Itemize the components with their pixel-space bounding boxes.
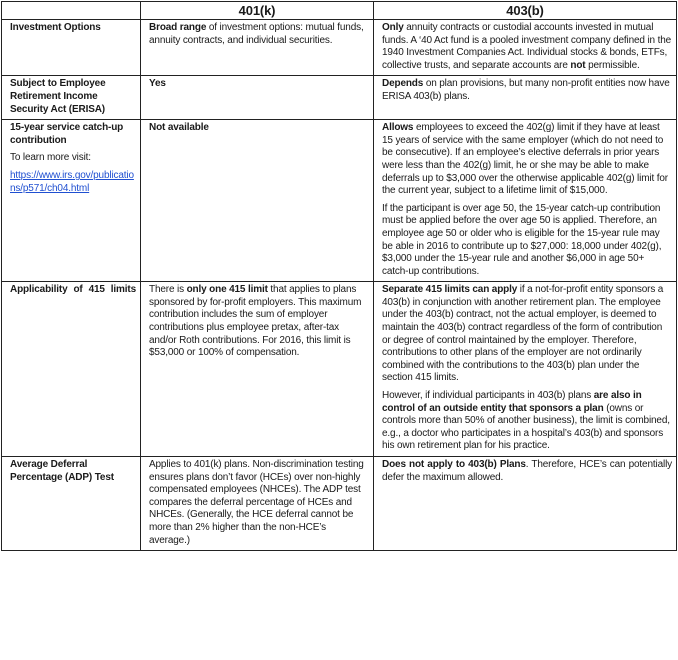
text-run: Applies to 401(k) plans. Non-discrimination testing ensures plans don’t favor (HCEs) over non-highly compensated employees (NHCEs). The ADP test compares the deferral percentage of HCEs and NHCEs. (Generally, the HCE deferral cannot be more than 2% higher than the non-HCE’s average.) [149, 459, 364, 546]
row-label-text: Investment Options [10, 22, 101, 33]
link-paragraph [10, 170, 136, 195]
bold-text: only one 415 limit [186, 284, 268, 296]
table-row [2, 76, 677, 120]
header-empty [2, 2, 141, 20]
cell-401k [141, 457, 374, 551]
header-403b: 403(b) [374, 2, 677, 20]
bold-text: Broad range [149, 22, 207, 33]
bold-text: Yes [149, 78, 166, 90]
paragraph [149, 122, 369, 135]
row-label [2, 76, 141, 120]
cell-403b [374, 76, 677, 120]
paragraph [382, 203, 672, 279]
cell-401k [141, 20, 374, 76]
row-label-text: Applicability of 415 limits [10, 284, 136, 296]
header-401k: 401(k) [141, 2, 374, 20]
text-run: . Therefore, HCE’s can potentially defer the maximum allowed. [382, 459, 672, 483]
cell-401k [141, 282, 374, 457]
paragraph [149, 22, 369, 47]
text-run: on plan provisions, but many non-profit entities now have ERISA 403(b) plans. [382, 78, 670, 102]
text-run: of investment options: mutual funds, annuity contracts, and individual securities. [149, 22, 364, 46]
row-label [2, 457, 141, 551]
comparison-table [1, 1, 677, 551]
bold-text: Does not apply to 403(b) Plans [382, 459, 526, 470]
bold-text: Only [382, 22, 404, 33]
bold-text: Not available [149, 122, 209, 134]
learn-more-text: To learn more visit: [10, 152, 91, 164]
paragraph [382, 390, 672, 453]
cell-401k [141, 120, 374, 282]
text-run: permissible. [585, 59, 640, 71]
row-label-text: Average Deferral Percentage (ADP) Test [10, 459, 114, 483]
table-row [2, 20, 677, 76]
text-run: that applies to plans sponsored by for-profit employers. This maximum contribution includes the sum of employer contributions plus employee pretax, after-tax and/or Roth contributions. For 2016, this limit is $53,000 or 100% of compensation. [149, 284, 362, 359]
text-run: (owns or controls more than 50% of another business), the limit is combined, e.g., a doctor who participates in a hospital’s 403(b) and sponsors his own retirement plan for his practice. [382, 402, 670, 452]
paragraph [382, 122, 672, 198]
paragraph [382, 284, 672, 385]
bold-text: not [570, 59, 586, 71]
row-label [2, 282, 141, 457]
paragraph [382, 459, 672, 484]
row-label-text: 15-year service catch-up contribution [10, 122, 124, 146]
text-run: annuity contracts or custodial accounts invested in mutual funds. A ‘40 Act fund is a pooled investment company defined in the 1940 Investment Companies Act. Individual stocks & bonds, ETFs, collective trusts, and separate accounts are [382, 22, 672, 71]
paragraph [149, 78, 369, 91]
paragraph [149, 284, 369, 360]
row-label [2, 20, 141, 76]
text-run: If the participant is over age 50, the 15-year catch-up contribution must be applied before the over age 50 is applied. Therefore, an employee age 50 or older who is eligible for the 15-year rule may be able in 2016 to contribute up to $27,000: 18,000 under 402(g), $3,000 under the 15-year rule and another $6,000 in age 50+ catch-up contributions. [382, 202, 662, 277]
cell-401k [141, 76, 374, 120]
cell-403b [374, 282, 677, 457]
paragraph [382, 22, 672, 72]
text-run: if a not-for-profit entity sponsors a 403(b) in conjunction with another retirement plan. The employee under the 403(b) contract, not the actual employer, is deemed to maintain the 403(b) contract regardless of the form of contribution or degree of control maintained by the employer. Therefore, contributions to other plans of the employer are not ordinarily combined with the contributions to the 403(b) plan under the section 415 limits. [382, 284, 664, 384]
row-label [2, 120, 141, 282]
table-row [2, 457, 677, 551]
paragraph [382, 78, 672, 103]
table-row [2, 282, 677, 457]
cell-403b [374, 20, 677, 76]
text-run: However, if individual participants in 403(b) plans [382, 390, 594, 402]
cell-403b [374, 120, 677, 282]
table-body [2, 20, 677, 551]
bold-text: Separate 415 limits can apply [382, 284, 518, 296]
bold-text: are also in control of an outside entity that sponsors a plan [382, 390, 642, 414]
paragraph [149, 459, 369, 547]
cell-403b [374, 457, 677, 551]
irs-link[interactable]: https://www.irs.gov/publications/p571/ch04.html [10, 169, 134, 194]
bold-text: Allows [382, 122, 414, 134]
header-row [2, 2, 677, 20]
bold-text: Depends [382, 78, 424, 90]
row-label-text: Subject to Employee Retirement Income Security Act (ERISA) [10, 78, 106, 115]
text-run: There is [149, 284, 187, 296]
text-run: employees to exceed the 402(g) limit if they have at least 15 years of service with the same employer (which do not need to be consecutive). If an employee’s elective deferrals in prior years were less than the 402(g) limit, he or she may be able to make deferrals up to $3,000 over the otherwise applicable 402(g) limit for the current year, subject to a lifetime limit of $15,000. [382, 122, 668, 197]
table-row [2, 120, 677, 282]
